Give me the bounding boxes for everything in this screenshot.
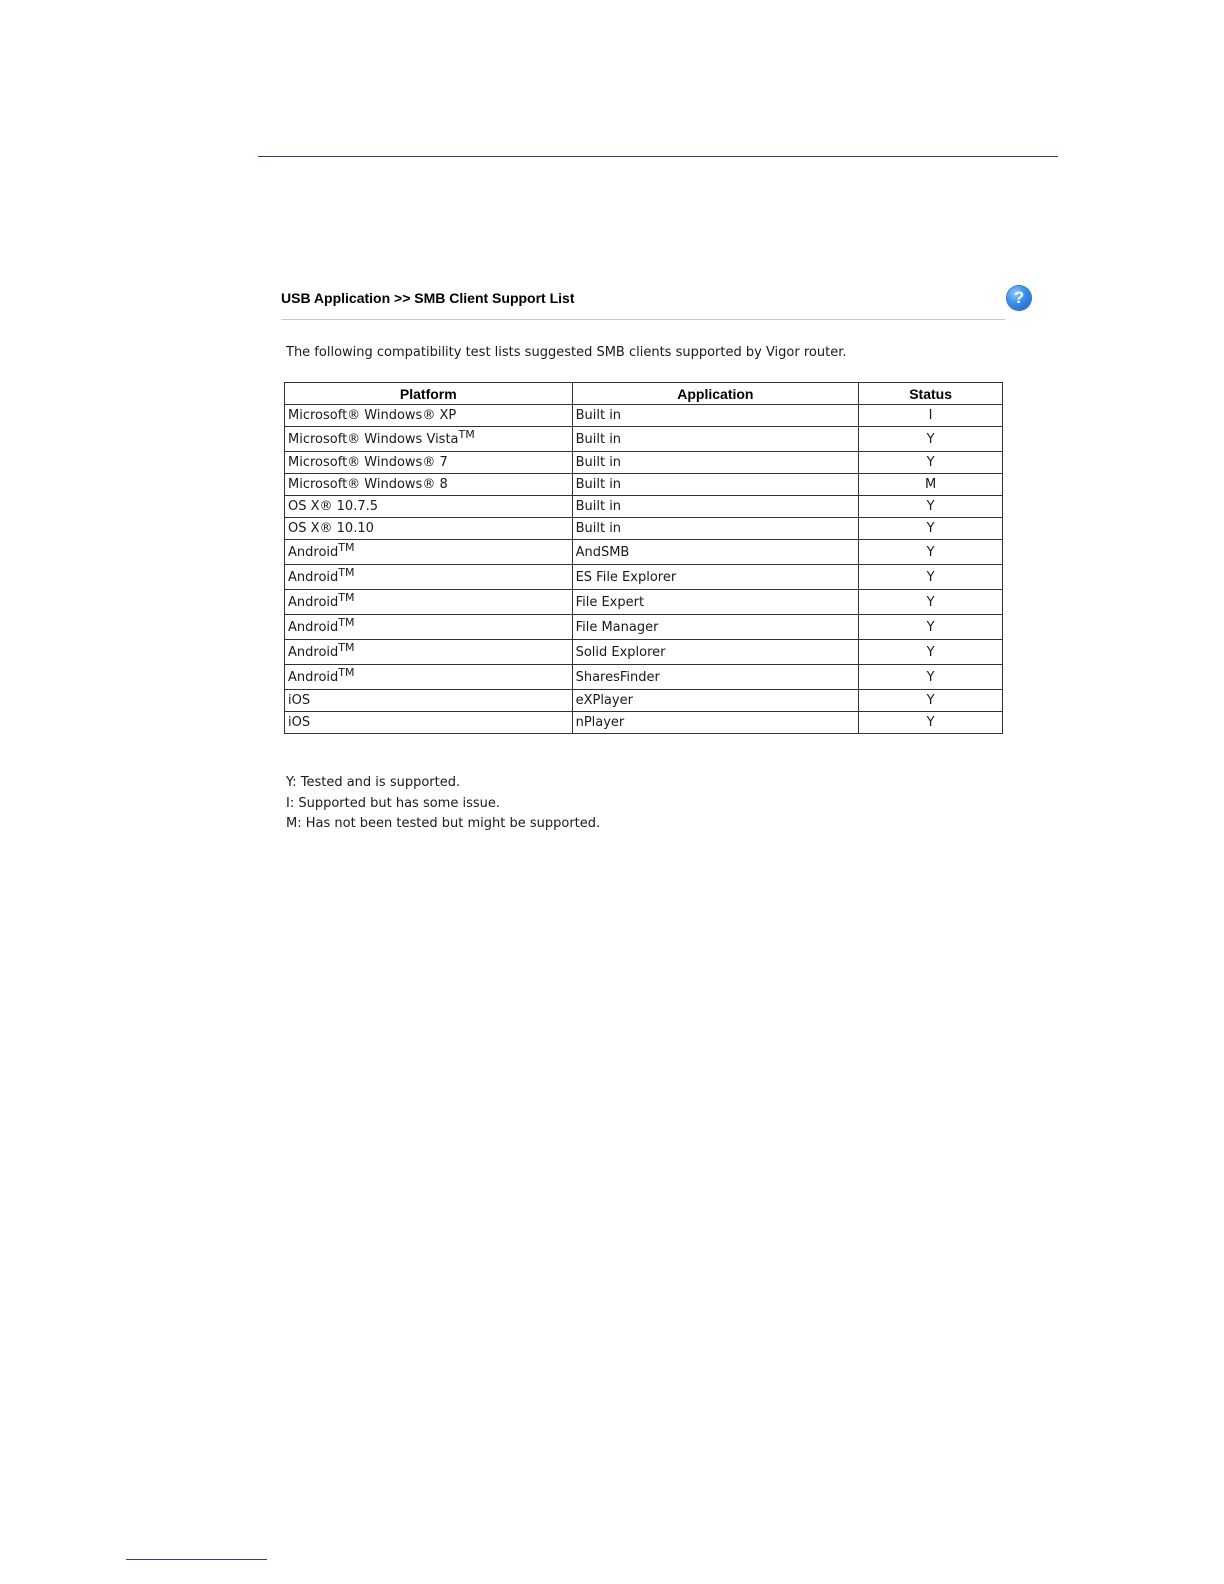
application-cell: AndSMB: [572, 540, 859, 565]
platform-name: Microsoft® Windows® XP: [288, 408, 457, 423]
application-cell: Built in: [572, 452, 859, 474]
application-cell: Built in: [572, 405, 859, 427]
platform-cell: [285, 518, 573, 540]
platform-name: OS X® 10.7.5: [288, 499, 379, 514]
table-row: [285, 615, 1003, 640]
column-header-application: Application: [572, 383, 859, 405]
table-header-row: [285, 383, 1003, 405]
table-row: [285, 496, 1003, 518]
trademark-mark: TM: [338, 640, 355, 654]
platform-name: Microsoft® Windows Vista: [288, 431, 459, 447]
status-cell: Y: [859, 565, 1003, 590]
platform-name: Android: [288, 569, 339, 585]
application-cell: Built in: [572, 474, 859, 496]
status-cell: Y: [859, 665, 1003, 690]
application-cell: Built in: [572, 427, 859, 452]
legend-item-y: Y: Tested and is supported.: [286, 775, 461, 790]
intro-text: The following compatibility test lists suggested SMB clients supported by Vigor router.: [286, 345, 847, 360]
platform-name: Microsoft® Windows® 8: [288, 477, 448, 492]
platform-cell: [285, 565, 573, 590]
application-cell: SharesFinder: [572, 665, 859, 690]
table-row: [285, 665, 1003, 690]
table-row: [285, 474, 1003, 496]
platform-cell: [285, 640, 573, 665]
trademark-mark: TM: [338, 565, 355, 579]
status-legend: [286, 773, 600, 835]
platform-cell: [285, 405, 573, 427]
platform-cell: [285, 540, 573, 565]
header-divider: [281, 319, 1005, 320]
platform-name: Microsoft® Windows® 7: [288, 455, 448, 470]
page-title: USB Application >> SMB Client Support List: [281, 290, 575, 306]
column-header-status: Status: [859, 383, 1003, 405]
platform-cell: [285, 452, 573, 474]
top-rule: [258, 156, 1058, 157]
status-cell: Y: [859, 712, 1003, 734]
table-row: [285, 712, 1003, 734]
application-cell: File Manager: [572, 615, 859, 640]
platform-name: Android: [288, 594, 339, 610]
table-row: [285, 405, 1003, 427]
platform-cell: [285, 615, 573, 640]
trademark-mark: TM: [458, 427, 475, 441]
application-cell: ES File Explorer: [572, 565, 859, 590]
application-cell: File Expert: [572, 590, 859, 615]
trademark-mark: TM: [338, 665, 355, 679]
platform-name: Android: [288, 544, 339, 560]
status-cell: Y: [859, 427, 1003, 452]
platform-name: iOS: [288, 715, 311, 730]
status-cell: Y: [859, 452, 1003, 474]
application-cell: Built in: [572, 496, 859, 518]
table-row: [285, 452, 1003, 474]
footer-rule: [126, 1559, 267, 1560]
status-cell: Y: [859, 540, 1003, 565]
platform-cell: [285, 712, 573, 734]
page-header: [281, 284, 1033, 314]
platform-cell: [285, 427, 573, 452]
platform-name: Android: [288, 669, 339, 685]
platform-cell: [285, 496, 573, 518]
status-cell: Y: [859, 590, 1003, 615]
status-cell: Y: [859, 640, 1003, 665]
status-cell: Y: [859, 518, 1003, 540]
table-row: [285, 640, 1003, 665]
legend-item-m: M: Has not been tested but might be supported.: [286, 816, 601, 831]
table-row: [285, 518, 1003, 540]
platform-cell: [285, 690, 573, 712]
platform-cell: [285, 590, 573, 615]
help-icon[interactable]: ?: [1007, 286, 1031, 310]
table-row: [285, 565, 1003, 590]
trademark-mark: TM: [338, 590, 355, 604]
table-row: [285, 690, 1003, 712]
smb-client-support-table: [284, 382, 1003, 734]
application-cell: Solid Explorer: [572, 640, 859, 665]
status-cell: Y: [859, 690, 1003, 712]
table-row: [285, 590, 1003, 615]
column-header-platform: Platform: [285, 383, 573, 405]
platform-name: iOS: [288, 693, 311, 708]
legend-item-i: I: Supported but has some issue.: [286, 795, 500, 811]
table-row: [285, 540, 1003, 565]
trademark-mark: TM: [338, 615, 355, 629]
application-cell: eXPlayer: [572, 690, 859, 712]
platform-name: Android: [288, 644, 339, 660]
status-cell: M: [859, 474, 1003, 496]
platform-cell: [285, 474, 573, 496]
status-cell: Y: [859, 496, 1003, 518]
platform-cell: [285, 665, 573, 690]
table-row: [285, 427, 1003, 452]
status-cell: Y: [859, 615, 1003, 640]
platform-name: OS X® 10.10: [288, 521, 374, 536]
application-cell: Built in: [572, 518, 859, 540]
platform-name: Android: [288, 619, 339, 635]
trademark-mark: TM: [338, 540, 355, 554]
application-cell: nPlayer: [572, 712, 859, 734]
status-cell: I: [859, 405, 1003, 427]
table-body: [285, 405, 1003, 734]
